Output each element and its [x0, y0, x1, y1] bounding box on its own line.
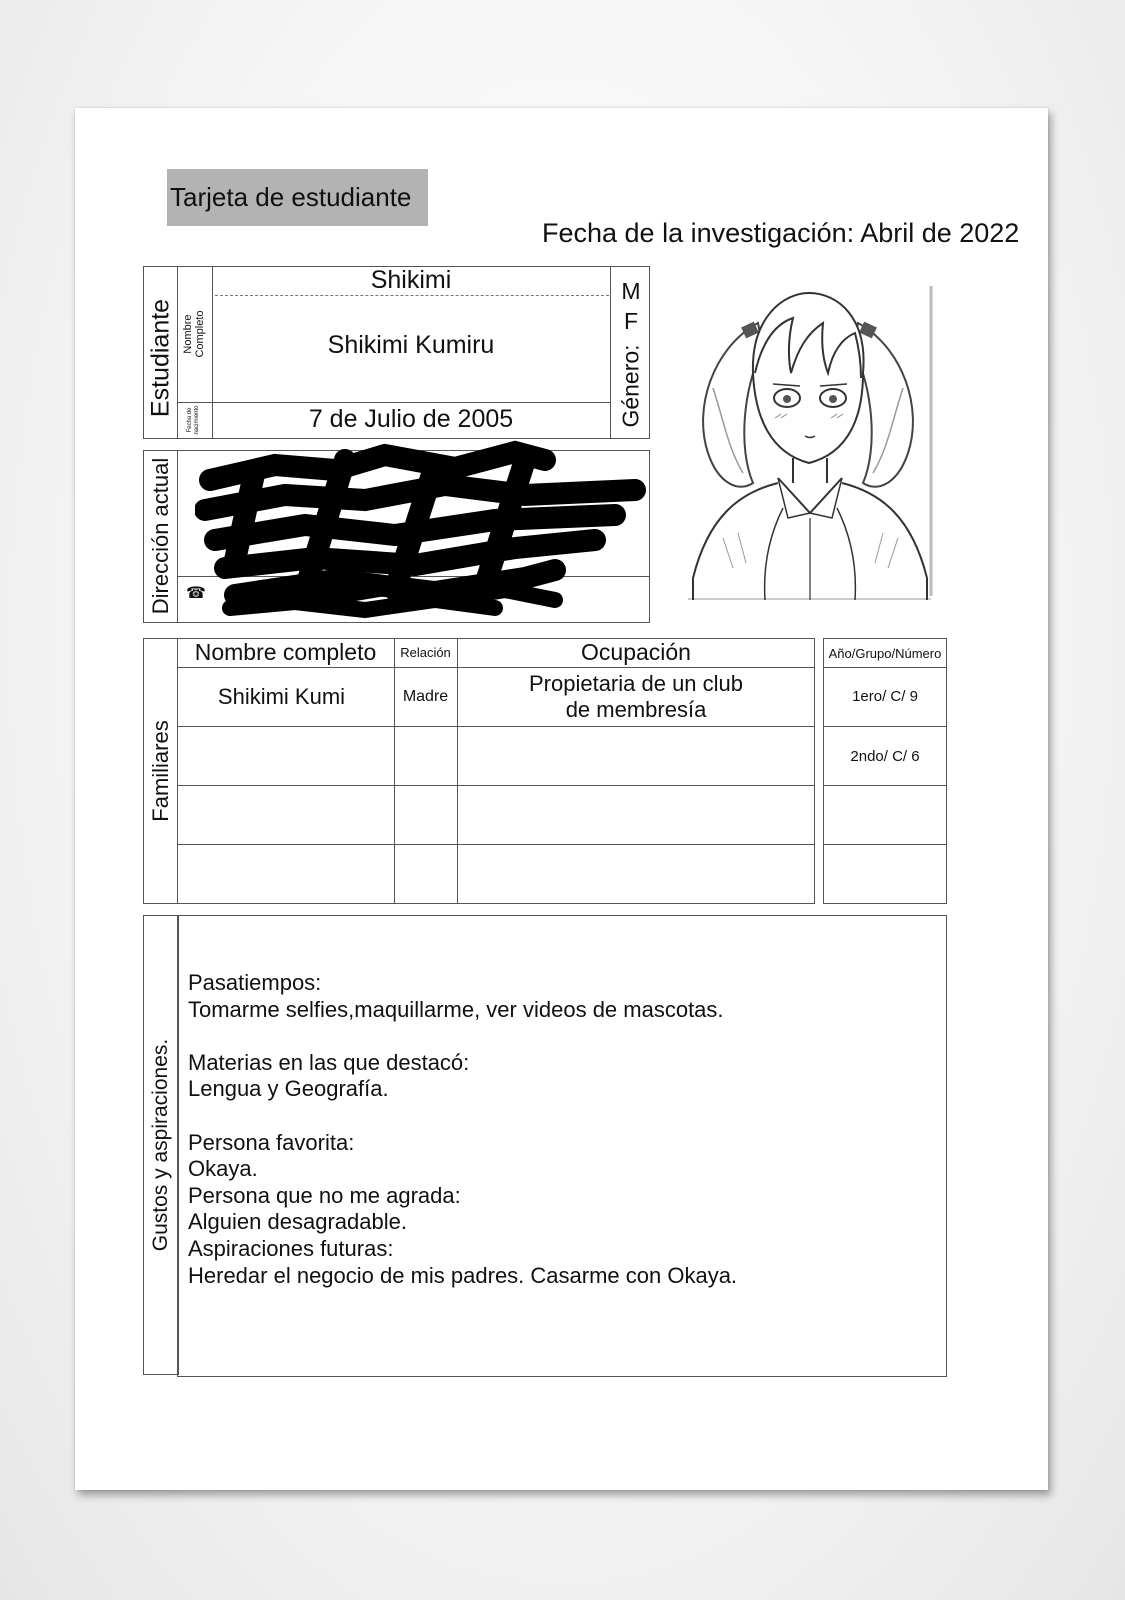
likes-line — [188, 1103, 737, 1130]
grades-row-1: 1ero/ C/ 9 — [852, 688, 918, 705]
likes-line: Lengua y Geografía. — [188, 1076, 389, 1102]
family-header-occupation: Ocupación — [581, 639, 691, 665]
address-section-label: Dirección actual — [148, 457, 173, 615]
name-reading: Shikimi — [370, 266, 452, 294]
likes-line: Okaya. — [188, 1156, 258, 1182]
redacted-address-scribble — [195, 440, 655, 630]
likes-line: Persona favorita: — [188, 1129, 355, 1155]
family-section-label: Familiares — [148, 720, 173, 822]
family-row-relation: Madre — [402, 688, 449, 705]
student-section-label: Estudiante — [146, 298, 175, 418]
likes-line: Alguien desagradable. — [188, 1209, 407, 1235]
likes-line: Materias en las que destacó: — [188, 1049, 470, 1075]
student-portrait — [683, 278, 933, 603]
phone-icon: ☎ — [186, 585, 206, 602]
grades-row-2: 2ndo/ C/ 6 — [850, 748, 920, 765]
likes-text — [188, 970, 737, 1289]
gender-label: Género: — [617, 344, 644, 428]
family-row-name: Shikimi Kumi — [217, 684, 346, 709]
likes-line: Aspiraciones futuras: — [188, 1235, 394, 1261]
full-name: Shikimi Kumiru — [327, 331, 495, 359]
likes-line: Pasatiempos: — [188, 970, 322, 995]
student-card-sheet — [75, 108, 1048, 1490]
family-row-occupation: Propietaria de un club de membresía — [528, 671, 744, 722]
likes-line: Heredar el negocio de mis padres. Casarme con Okaya. — [188, 1262, 738, 1288]
family-header-name: Nombre completo — [194, 639, 377, 665]
gender-f: F — [623, 308, 639, 334]
birth-date: 7 de Julio de 2005 — [308, 405, 514, 433]
gender-m: M — [621, 278, 641, 304]
birth-field-label: Fecha de nacimiento — [187, 405, 200, 435]
card-title: Tarjeta de estudiante — [167, 169, 428, 226]
likes-line: Tomarme selfies,maquillarme, ver videos de mascotas. — [188, 996, 724, 1022]
grades-header: Año/Grupo/Número — [828, 646, 942, 661]
likes-section-label: Gustos y aspiraciones. — [149, 1038, 172, 1252]
family-header-relation: Relación — [400, 645, 451, 660]
likes-line — [188, 1023, 737, 1050]
investigation-date: Fecha de la investigación: Abril de 2022 — [542, 218, 1020, 248]
name-field-label: Nombre Completo — [182, 310, 206, 358]
likes-line: Persona que no me agrada: — [188, 1182, 461, 1208]
